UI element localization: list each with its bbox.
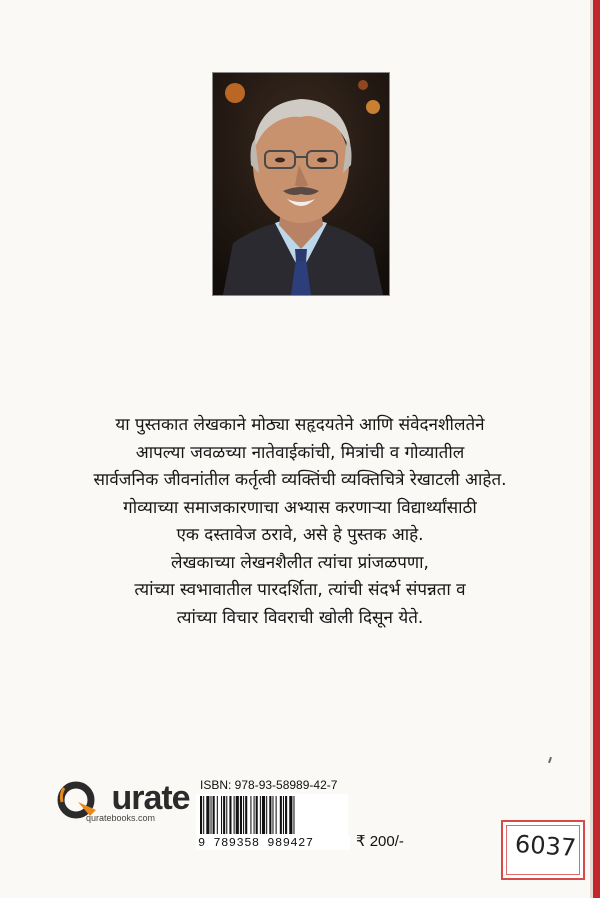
- barcode-digits: 9 789358 989427: [198, 836, 350, 850]
- barcode-bar: [200, 796, 202, 834]
- stamp-number: 6037: [514, 829, 577, 863]
- barcode-bar: [206, 796, 209, 834]
- barcode-bar: [243, 796, 244, 834]
- blurb-line: लेखकाच्या लेखनशैलीत त्यांचा प्रांजळपणा,: [171, 552, 429, 573]
- blurb-line: त्यांच्या विचार विवराची खोली दिसून येते.: [176, 607, 424, 628]
- barcode-bar: [289, 796, 292, 834]
- barcode-bar: [293, 796, 294, 834]
- author-photo: [212, 72, 390, 296]
- barcode-bar: [272, 796, 273, 834]
- barcode-bar: [256, 796, 258, 834]
- red-spine-edge: [593, 0, 600, 898]
- barcode-bar: [221, 796, 222, 834]
- barcode-bar: [266, 796, 267, 834]
- logo-q-letter: [86, 779, 111, 817]
- isbn-label: ISBN: 978-93-58989-42-7: [200, 778, 338, 792]
- paper-speck: [548, 757, 552, 763]
- barcode-bar: [234, 796, 235, 834]
- logo-rest: urate: [111, 779, 190, 817]
- publisher-logo: [56, 778, 196, 826]
- barcode-bar: [285, 796, 287, 834]
- barcode-bars: [196, 794, 348, 836]
- publisher-name: [86, 778, 190, 818]
- blurb-line: या पुस्तकात लेखकाने मोठ्या सहृदयतेने आणि संवेदनशीलतेने: [115, 415, 485, 435]
- publisher-website: quratebooks.com: [86, 813, 156, 823]
- barcode-bar: [226, 796, 227, 834]
- blurb-line: सार्वजनिक जीवनांतील कर्तृत्वी व्यक्तिंची व्यक्तिचित्रे रेखाटली आहेत.: [93, 470, 507, 490]
- barcode-bar: [211, 796, 212, 834]
- barcode-bar: [223, 796, 225, 834]
- barcode-bar: [240, 796, 242, 834]
- barcode-bar: [236, 796, 239, 834]
- barcode-bar: [254, 796, 255, 834]
- price-label: ₹ 200/-: [356, 833, 404, 850]
- barcode-bar: [250, 796, 251, 834]
- barcode-bar: [283, 796, 284, 834]
- barcode-bar: [262, 796, 265, 834]
- barcode-bar: [276, 796, 277, 834]
- barcode-bar: [217, 796, 218, 834]
- barcode-bar: [260, 796, 261, 834]
- barcode-bar: [229, 796, 231, 834]
- barcode-bar: [213, 796, 215, 834]
- barcode-bar: [245, 796, 247, 834]
- library-stamp: [501, 820, 585, 880]
- blurb-line: आपल्या जवळच्या नातेवाईकांची, मित्रांची व गोव्यातील: [135, 442, 465, 463]
- blurb-line: एक दस्तावेज ठरावे, असे हे पुस्तक आहे.: [176, 525, 424, 545]
- blurb-line: त्यांच्या स्वभावातील पारदर्शिता, त्यांची संदर्भ संपन्नता व: [134, 580, 466, 600]
- blurb-line: गोव्याच्या समाजकारणाचा अभ्यास करणाऱ्या विद्यार्थ्यांसाठी: [123, 497, 477, 518]
- barcode-bar: [269, 796, 271, 834]
- barcode-bar: [203, 796, 204, 834]
- barcode-bar: [280, 796, 282, 834]
- back-cover-blurb: [40, 412, 560, 632]
